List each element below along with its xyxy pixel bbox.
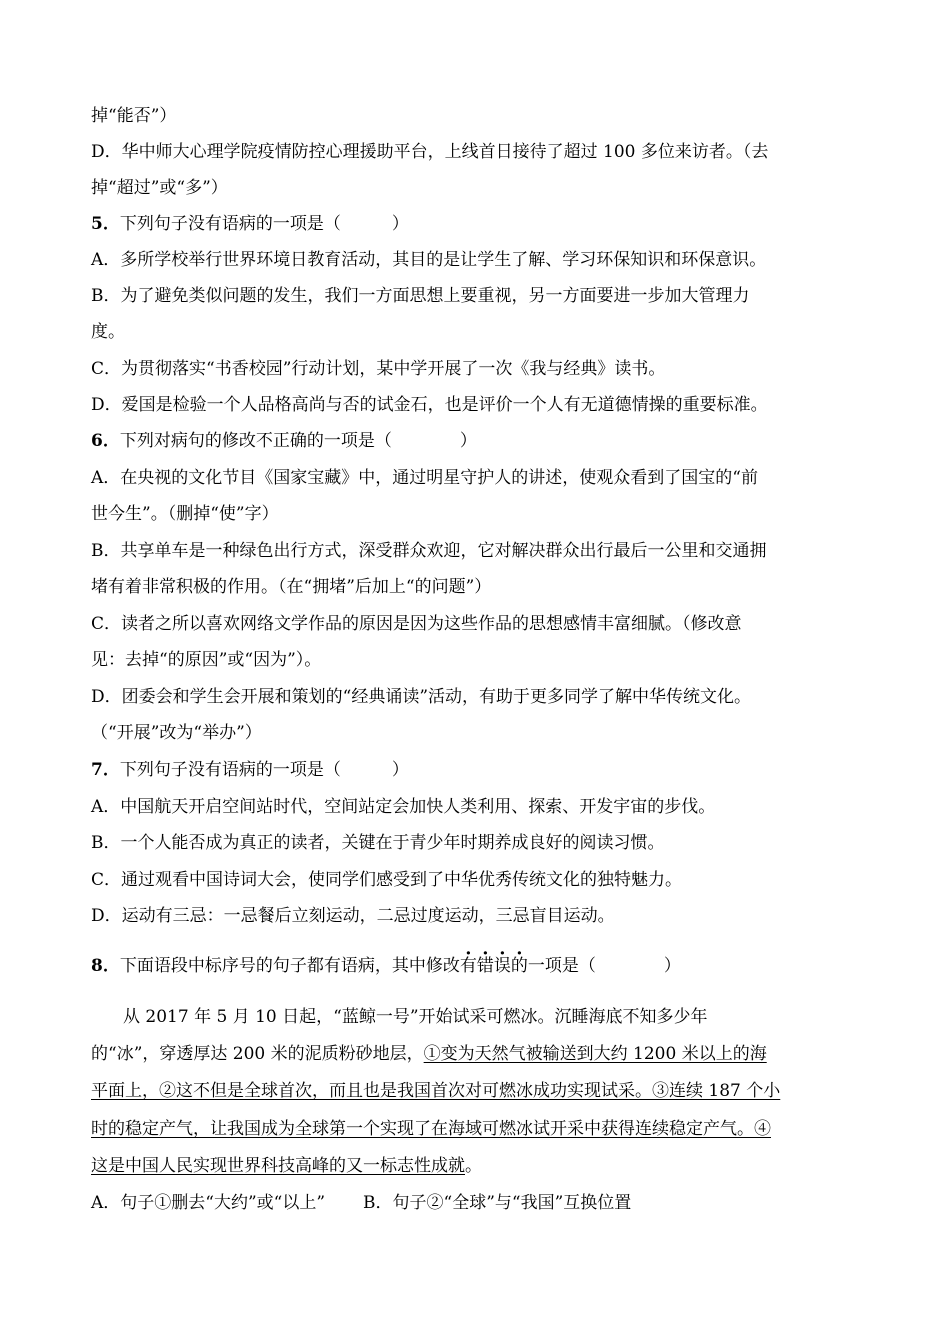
q5-option-d: D．爱国是检验一个人品格高尚与否的试金石，也是评价一个人有无道德情操的重要标准。 (91, 395, 768, 415)
emphasis-dotted-text (460, 956, 528, 976)
q7-option-c: C．通过观看中国诗词大会，使同学们感受到了中华优秀传统文化的独特魅力。 (91, 870, 683, 890)
underlined-sentence: ④ (754, 1119, 771, 1139)
text-line: 度。 (91, 322, 125, 342)
emphasis-char: 误 (493, 956, 511, 976)
emphasis-char: 有 (459, 956, 477, 976)
q7-option-b: B．一个人能否成为真正的读者，关键在于青少年时期养成良好的阅读习惯。 (91, 833, 665, 853)
question-number: 6． (91, 431, 120, 451)
q6-option-d: D．团委会和学生会开展和策划的“经典诵读”活动，有助于更多同学了解中华传统文化。 (91, 687, 752, 707)
q7-option-a: A．中国航天开启空间站时代，空间站定会加快人类利用、探索、开发宇宙的步伐。 (91, 797, 716, 817)
passage-line (91, 1117, 771, 1141)
question-7 (91, 758, 409, 782)
question-number: 7． (91, 760, 120, 780)
emphasis-char: 的 (510, 956, 528, 976)
question-stem: 下列句子没有语病的一项是（ ） (119, 214, 409, 234)
question-stem: 下列对病句的修改不正确的一项是（ ） (119, 431, 477, 451)
text-line: 掉“超过”或“多”） (91, 178, 228, 198)
text-line: 掉“能否”） (91, 106, 177, 126)
q6-option-b: B．共享单车是一种绿色出行方式，深受群众欢迎，它对解决群众出行最后一公里和交通拥 (91, 541, 767, 561)
q4-option-d: D．华中师大心理学院疫情防控心理援助平台，上线首日接待了超过 100 多位来访者。（去 (91, 142, 769, 162)
text-line: 世今生”。（删掉“使”字） (91, 504, 279, 524)
emphasis-char: 错 (476, 956, 494, 976)
passage-line (91, 1042, 767, 1066)
question-stem: 下列句子没有语病的一项是（ ） (119, 760, 409, 780)
q6-option-c: C．读者之所以喜欢网络文学作品的原因是因为这些作品的思想感情丰富细腻。（修改意 (91, 614, 742, 634)
q5-option-a: A．多所学校举行世界环境日教育活动，其目的是让学生了解、学习环保知识和环保意识。 (91, 250, 767, 270)
question-number: 8． (91, 956, 120, 976)
text-line: （“开展”改为“举办”） (91, 723, 262, 743)
q5-option-c: C．为贯彻落实“书香校园”行动计划，某中学开展了一次《我与经典》读书。 (91, 359, 666, 379)
underlined-sentence: 时的稳定产气，让我国成为全球第一个实现了在海域可燃冰试开采中获得连续稳定产气。 (91, 1119, 754, 1139)
passage-text: 。 (465, 1156, 482, 1176)
passage-line (91, 1154, 482, 1178)
q6-option-a: A．在央视的文化节目《国家宝藏》中，通过明星守护人的讲述，使观众看到了国宝的“前 (91, 468, 758, 488)
question-6 (91, 429, 477, 453)
q7-option-d: D．运动有三忌：一忌餐后立刻运动，二忌过度运动，三忌盲目运动。 (91, 906, 615, 926)
q5-option-b: B．为了避免类似问题的发生，我们一方面思想上要重视，另一方面要进一步加大管理力 (91, 286, 750, 306)
question-number: 5． (91, 214, 120, 234)
question-stem: 下面语段中标序号的句子都有语病，其中修改 (119, 956, 460, 976)
underlined-sentence: 这是中国人民实现世界科技高峰的又一标志性成就 (91, 1156, 465, 1176)
passage-line (91, 1079, 780, 1103)
passage-line: 从 2017 年 5 月 10 日起，“蓝鲸一号”开始试采可燃冰。沉睡海底不知多少年 (123, 1007, 708, 1027)
passage-text: 的“冰”，穿透厚达 200 米的泥质粉砂地层， (91, 1044, 424, 1064)
underlined-sentence: ③连续 187 个小 (652, 1081, 781, 1101)
text-line: 见：去掉“的原因”或“因为”）。 (91, 650, 322, 670)
underlined-sentence: 平面上，②这不但是全球首次，而且也是我国首次对可燃冰成功实现试采。 (91, 1081, 652, 1101)
question-stem-end: 一项是（ ） (527, 956, 681, 976)
q8-options-row (91, 1191, 631, 1215)
q8-option-b: B．句子②“全球”与“我国”互换位置 (363, 1193, 632, 1213)
underlined-sentence: ①变为天然气被输送到大约 1200 米以上的海 (423, 1044, 767, 1064)
question-8 (91, 954, 681, 978)
q8-option-a: A．句子①删去“大约”或“以上” (91, 1193, 326, 1213)
text-line: 堵有着非常积极的作用。（在“拥堵”后加上“的问题”） (91, 577, 492, 597)
question-5 (91, 212, 409, 236)
